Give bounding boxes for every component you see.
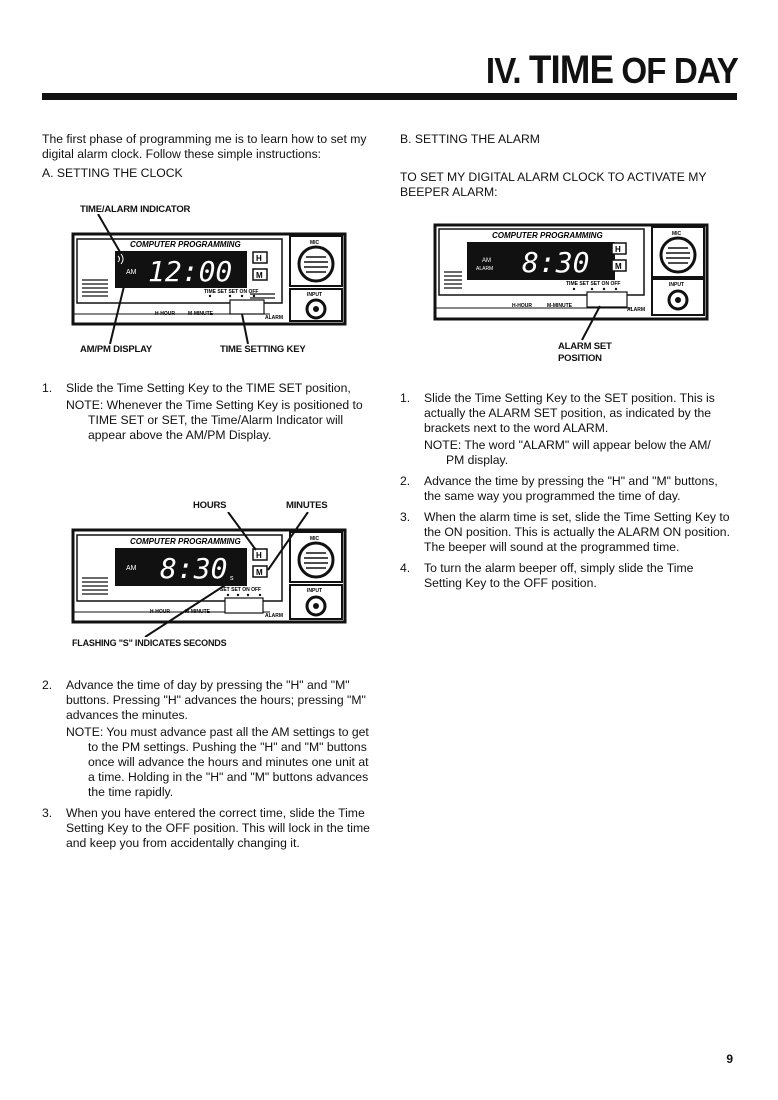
step-text: When the alarm time is set, slide the Time Setting Key to the ON position. This is actually the ALARM ON position. The beeper will sound at the programmed time. bbox=[424, 510, 730, 554]
am-label: AM bbox=[126, 269, 137, 276]
section-b-heading: B. SETTING THE ALARM bbox=[400, 132, 540, 146]
m-button-label: M bbox=[256, 568, 263, 577]
header-rule bbox=[42, 93, 737, 100]
input-label: INPUT bbox=[307, 588, 322, 594]
time-digits: 12:00 bbox=[148, 255, 233, 288]
left-step-3 bbox=[42, 806, 378, 851]
callout-line-2: POSITION bbox=[558, 353, 602, 364]
m-minute-label: M-MINUTE bbox=[185, 609, 210, 615]
mic-label: MIC bbox=[672, 231, 682, 237]
h-hour-label: H-HOUR bbox=[155, 311, 175, 317]
right-step-2 bbox=[400, 474, 732, 504]
callout-line-1: ALARM SET bbox=[558, 341, 612, 352]
brand-label: COMPUTER PROGRAMMING bbox=[492, 231, 603, 240]
title-suffix: OF DAY bbox=[613, 50, 738, 91]
mic-grille bbox=[661, 238, 695, 272]
step-number: 3. bbox=[400, 510, 411, 524]
title-prefix: IV. bbox=[485, 50, 529, 91]
seconds-indicator: s bbox=[230, 575, 234, 582]
time-setting-key[interactable] bbox=[230, 300, 264, 314]
page-title bbox=[486, 50, 738, 91]
brand-label: COMPUTER PROGRAMMING bbox=[130, 537, 241, 546]
time-setting-key[interactable] bbox=[587, 292, 627, 307]
h-button-label: H bbox=[256, 254, 262, 263]
step-note: NOTE: You must advance past all the AM settings to get to the PM settings. Pushing the "H" and "M" buttons once will advance the hours and minutes one unit at a time. Holding in the "H" and "M" buttons advances the time rapidly. bbox=[66, 725, 369, 799]
switch-labels: TIME SET SET ON OFF bbox=[566, 281, 621, 287]
step-number: 1. bbox=[42, 381, 53, 395]
brand-label: COMPUTER PROGRAMMING bbox=[130, 240, 241, 249]
step-text: Slide the Time Setting Key to the TIME SET position, bbox=[66, 381, 351, 395]
alarm-label: ALARM bbox=[265, 315, 284, 321]
title-main: TIME bbox=[528, 48, 614, 92]
switch-labels: SET SET ON OFF bbox=[220, 587, 262, 593]
callout-flashing-s: FLASHING "S" INDICATES SECONDS bbox=[72, 638, 227, 648]
step-number: 2. bbox=[400, 474, 411, 488]
mic-label: MIC bbox=[310, 240, 320, 246]
step-number: 2. bbox=[42, 678, 53, 692]
callout-time-alarm-indicator: TIME/ALARM INDICATOR bbox=[80, 204, 191, 215]
m-minute-label: M-MINUTE bbox=[188, 311, 213, 317]
step-number: 3. bbox=[42, 806, 53, 820]
time-digits: 8:30 bbox=[522, 246, 590, 279]
callout-alarm-set-position bbox=[558, 341, 612, 365]
step-text: Slide the Time Setting Key to the SET position. This is actually the ALARM SET position, as indicated by the brackets next to the word ALARM. bbox=[424, 391, 715, 435]
right-intro: TO SET MY DIGITAL ALARM CLOCK TO ACTIVATE MY BEEPER ALARM: bbox=[400, 170, 707, 199]
input-label: INPUT bbox=[307, 292, 322, 298]
callout-time-setting-key: TIME SETTING KEY bbox=[220, 344, 306, 355]
step-text: When you have entered the correct time, slide the Time Setting Key to the OFF position. This will lock in the time and keep you from accidentally changing it. bbox=[66, 806, 370, 850]
step-note: NOTE: The word "ALARM" will appear below the AM/ PM display. bbox=[424, 438, 711, 467]
time-setting-key[interactable] bbox=[225, 598, 263, 613]
alarm-label: ALARM bbox=[627, 307, 646, 313]
mic-grille bbox=[299, 247, 333, 281]
h-hour-label: H-HOUR bbox=[512, 303, 532, 309]
left-step-2 bbox=[42, 678, 378, 800]
step-text: To turn the alarm beeper off, simply slide the Time Setting Key to the OFF position. bbox=[424, 561, 694, 590]
am-label: AM bbox=[482, 258, 491, 264]
left-steps-2-3 bbox=[42, 678, 378, 857]
step-number: 4. bbox=[400, 561, 411, 575]
section-a-heading: A. SETTING THE CLOCK bbox=[42, 166, 183, 180]
right-step-1 bbox=[400, 391, 732, 468]
right-step-4 bbox=[400, 561, 732, 591]
clock-figure-1 bbox=[70, 214, 355, 344]
right-step-3 bbox=[400, 510, 732, 555]
callout-hours: HOURS bbox=[193, 500, 227, 511]
clock-figure-2 bbox=[70, 512, 355, 637]
right-steps bbox=[400, 391, 732, 597]
step-text: Advance the time of day by pressing the "H" and "M" buttons. Pressing "H" advances the hours; pressing "M" advances the minutes. bbox=[66, 678, 366, 722]
step-text: Advance the time by pressing the "H" and "M" buttons, the same way you programmed the time of day. bbox=[424, 474, 718, 503]
m-button-label: M bbox=[615, 262, 622, 271]
callout-ampm-display: AM/PM DISPLAY bbox=[80, 344, 153, 355]
h-button-label: H bbox=[256, 551, 262, 560]
m-minute-label: M-MINUTE bbox=[547, 303, 572, 309]
time-digits: 8:30 bbox=[160, 552, 228, 585]
input-label: INPUT bbox=[669, 282, 684, 288]
am-label: AM bbox=[126, 565, 137, 572]
switch-labels: TIME SET SET ON OFF bbox=[204, 289, 259, 295]
mic-label: MIC bbox=[310, 536, 320, 542]
m-button-label: M bbox=[256, 271, 263, 280]
h-hour-label: H-HOUR bbox=[150, 609, 170, 615]
step-number: 1. bbox=[400, 391, 411, 405]
page-number: 9 bbox=[726, 1052, 733, 1066]
step-note: NOTE: Whenever the Time Setting Key is positioned to TIME SET or SET, the Time/Alarm Indicator will appear above the AM/PM Display. bbox=[66, 398, 363, 442]
mic-grille bbox=[299, 543, 333, 577]
clock-figure-3 bbox=[432, 222, 712, 342]
h-button-label: H bbox=[615, 245, 621, 254]
alarm-indicator: ALARM bbox=[476, 266, 494, 272]
intro-paragraph: The first phase of programming me is to learn how to set my digital alarm clock. Follow these simple instructions: bbox=[42, 132, 367, 161]
callout-minutes: MINUTES bbox=[286, 500, 328, 511]
alarm-label: ALARM bbox=[265, 613, 284, 619]
left-step-1 bbox=[42, 381, 378, 449]
